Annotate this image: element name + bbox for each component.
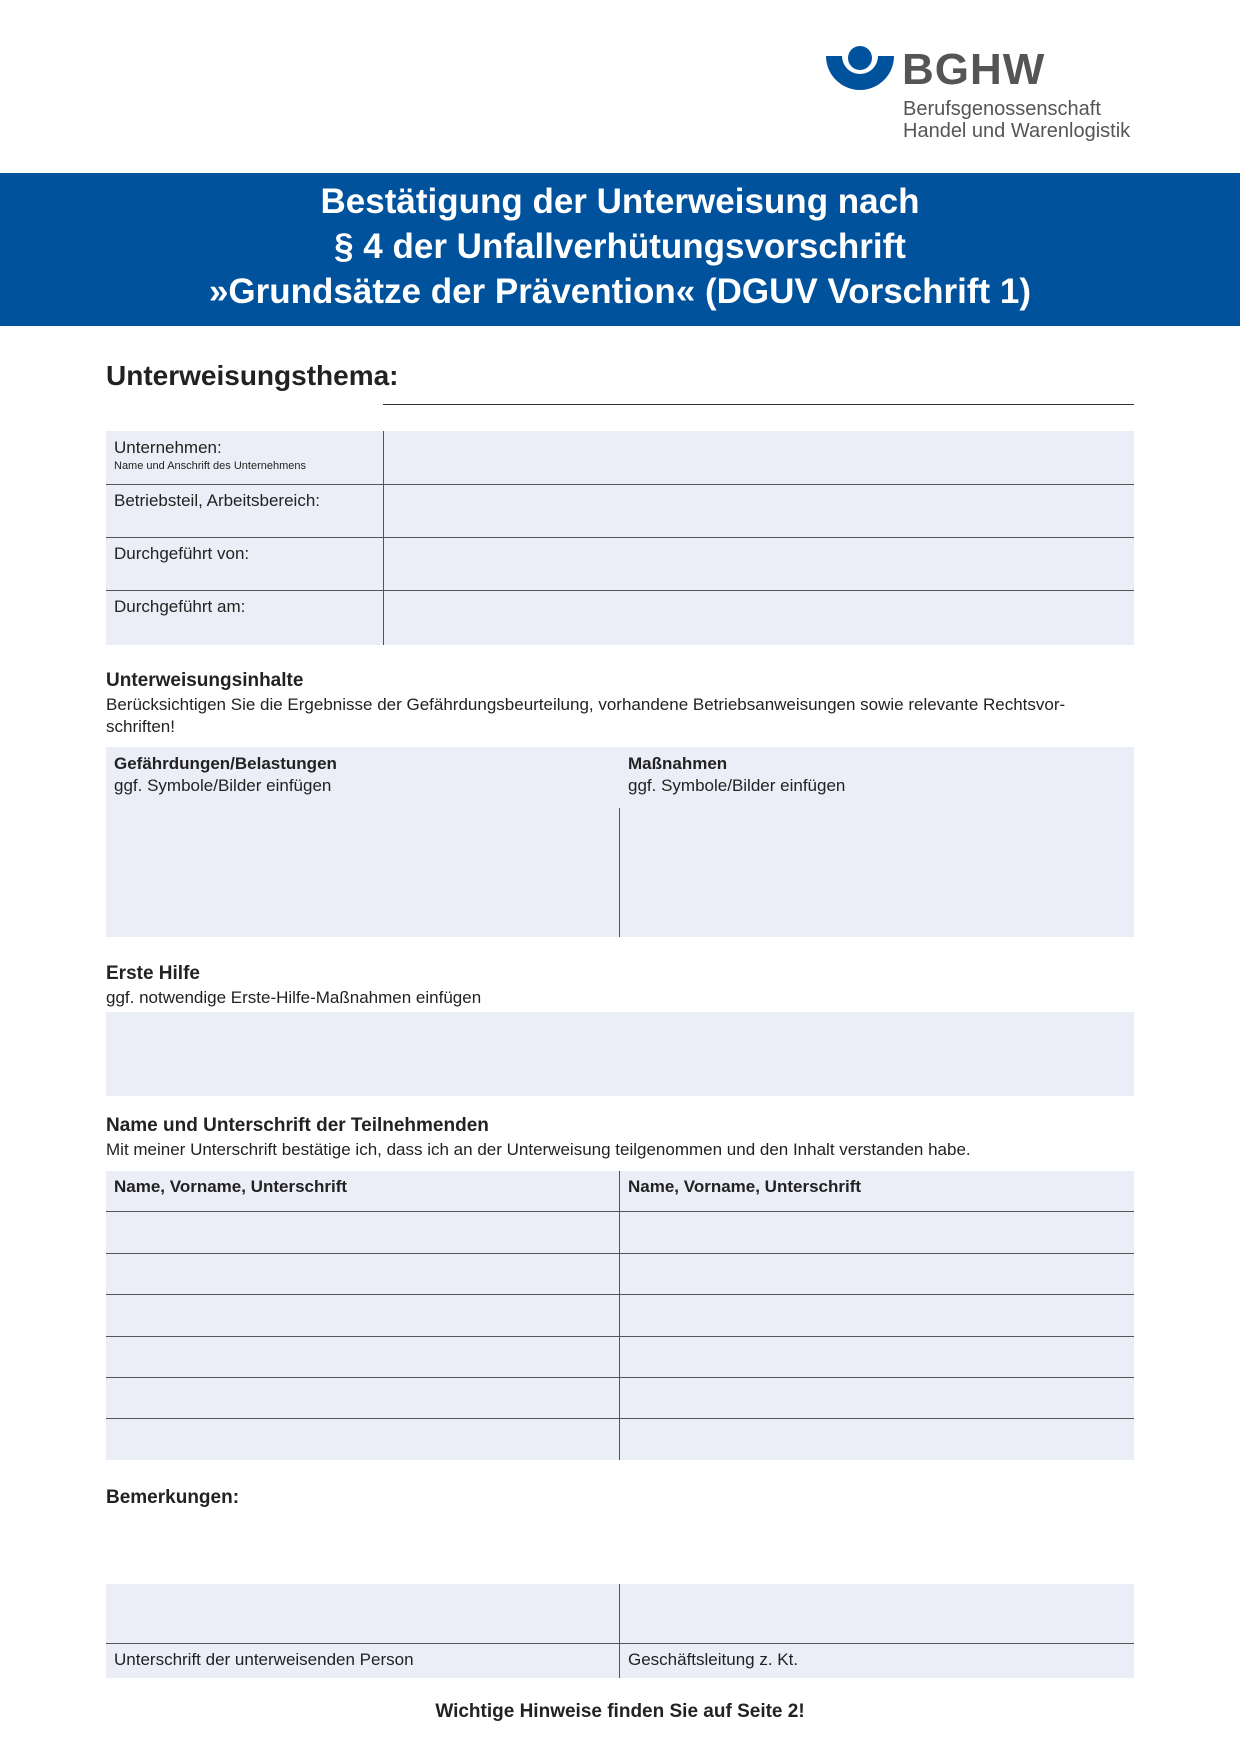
- management-signature-field[interactable]: [620, 1584, 1134, 1642]
- participant-signature-field[interactable]: [620, 1295, 1134, 1336]
- contents-title: Unterweisungsinhalte: [106, 670, 304, 691]
- instructor-signature-label: Unterschrift der unterweisenden Person: [114, 1650, 414, 1669]
- participant-signature-field[interactable]: [620, 1212, 1134, 1253]
- management-signature-label: Geschäftsleitung z. Kt.: [628, 1650, 799, 1669]
- topic-label: Unterweisungsthema:: [106, 360, 399, 391]
- company-label: Unternehmen:: [114, 438, 222, 457]
- title-line-3: »Grundsätze der Prävention« (DGUV Vorschrift 1): [208, 272, 1032, 311]
- participant-signature-field[interactable]: [620, 1419, 1134, 1460]
- participant-signature-field[interactable]: [106, 1378, 618, 1418]
- department-field[interactable]: [384, 485, 1134, 537]
- contents-text-line2: schriften!: [106, 717, 175, 736]
- instructor-signature-field[interactable]: [106, 1584, 618, 1642]
- conducted-by-field[interactable]: [384, 538, 1134, 590]
- remarks-title: Bemerkungen:: [106, 1487, 240, 1508]
- logo-name: BGHW: [902, 45, 1046, 94]
- company-sublabel: Name und Anschrift des Unternehmens: [114, 460, 306, 472]
- participants-text: Mit meiner Unterschrift bestätige ich, dass ich an der Unterweisung teilgenommen und den Inhalt verstanden habe.: [106, 1140, 971, 1159]
- company-field[interactable]: [384, 431, 1134, 484]
- first-aid-hint: ggf. notwendige Erste-Hilfe-Maßnahmen einfügen: [106, 988, 482, 1007]
- participant-signature-field[interactable]: [620, 1254, 1134, 1294]
- conducted-on-field[interactable]: [384, 591, 1134, 645]
- title-line-1: Bestätigung der Unterweisung nach: [320, 182, 920, 221]
- hazards-hint: ggf. Symbole/Bilder einfügen: [114, 776, 332, 795]
- department-label: Betriebsteil, Arbeitsbereich:: [114, 491, 320, 510]
- first-aid-title: Erste Hilfe: [106, 963, 200, 984]
- conducted-on-label: Durchgeführt am:: [114, 597, 246, 616]
- bghw-logo-icon: [826, 46, 896, 96]
- remarks-field[interactable]: [106, 1512, 1134, 1582]
- hazards-title: Gefährdungen/Belastungen: [114, 754, 337, 773]
- participants-title: Name und Unterschrift der Teilnehmenden: [106, 1115, 489, 1136]
- first-aid-field[interactable]: [106, 1012, 1134, 1096]
- measures-hint: ggf. Symbole/Bilder einfügen: [628, 776, 846, 795]
- participant-signature-field[interactable]: [106, 1337, 618, 1377]
- hazards-field[interactable]: [106, 808, 618, 937]
- bghw-logo: [826, 46, 1156, 146]
- participant-signature-field[interactable]: [106, 1295, 618, 1336]
- participant-signature-field[interactable]: [620, 1378, 1134, 1418]
- title-band: [0, 173, 1240, 326]
- participant-signature-field[interactable]: [106, 1419, 618, 1460]
- conducted-by-label: Durchgeführt von:: [114, 544, 250, 563]
- measures-title: Maßnahmen: [628, 754, 728, 773]
- participant-signature-field[interactable]: [106, 1212, 618, 1253]
- measures-field[interactable]: [620, 808, 1134, 937]
- participant-signature-field[interactable]: [620, 1337, 1134, 1377]
- participants-col-right-header: Name, Vorname, Unterschrift: [628, 1177, 862, 1196]
- footer-note: Wichtige Hinweise finden Sie auf Seite 2!: [435, 1701, 805, 1722]
- logo-subtitle-line1: Berufsgenossenschaft: [903, 98, 1101, 120]
- signature-line: [106, 1643, 1134, 1644]
- topic-input-line[interactable]: [383, 404, 1134, 405]
- participants-col-left-header: Name, Vorname, Unterschrift: [114, 1177, 348, 1196]
- title-line-2: § 4 der Unfallverhütungsvorschrift: [334, 227, 906, 266]
- logo-subtitle-line2: Handel und Warenlogistik: [903, 120, 1131, 142]
- contents-text-line1: Berücksichtigen Sie die Ergebnisse der Gefährdungsbeurteilung, vorhandene Betriebsanweisungen sowie relevante Rechtsvor-: [106, 695, 1066, 714]
- participant-signature-field[interactable]: [106, 1254, 618, 1294]
